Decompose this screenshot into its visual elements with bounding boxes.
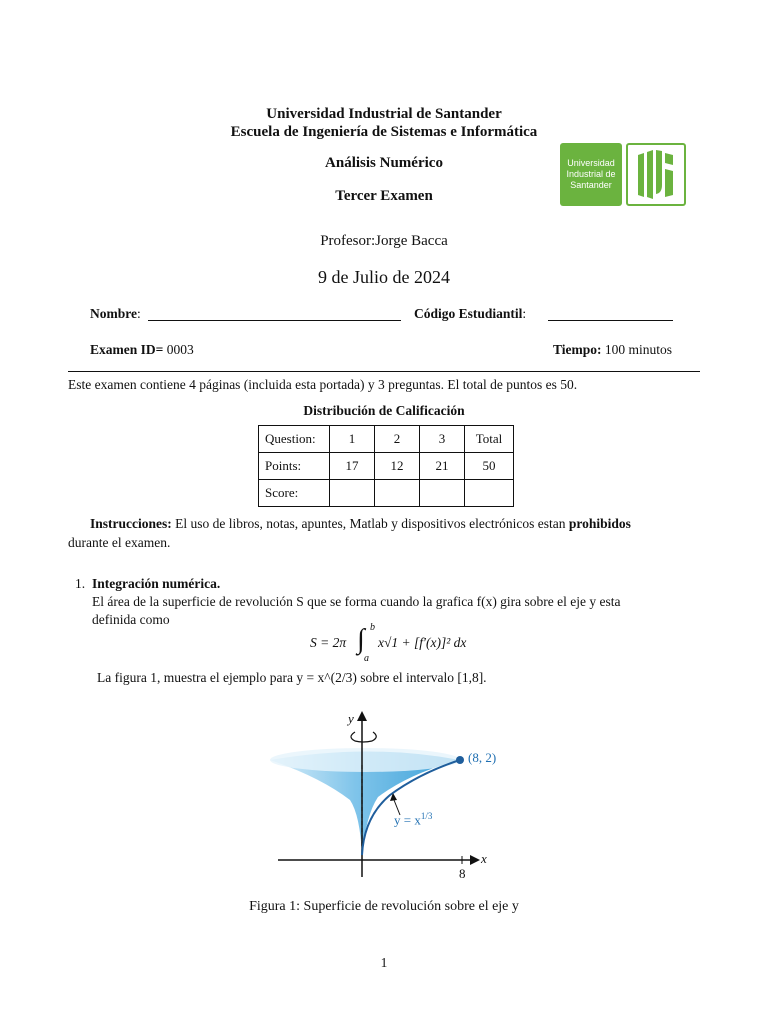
x-axis-arrow xyxy=(470,855,480,865)
university-title: Universidad Industrial de Santander xyxy=(266,106,502,122)
point-marker xyxy=(456,756,464,764)
table-cell: 21 xyxy=(420,453,465,480)
formula-body: x√1 + [f′(x)]² dx xyxy=(378,635,467,650)
rotation-arrow-icon xyxy=(351,732,376,742)
table-cell: Question: xyxy=(259,426,330,453)
curve-label xyxy=(394,811,432,828)
figure-surface xyxy=(260,705,510,885)
exam-id-value: 0003 xyxy=(166,342,194,357)
code-label: Código Estudiantil: xyxy=(414,306,527,321)
instructions-strong: prohibidos xyxy=(568,516,631,531)
axis-x-label: x xyxy=(481,851,487,866)
curve-label-text: y = x xyxy=(394,812,421,828)
integral-sign: ∫ xyxy=(357,624,365,655)
table-row xyxy=(259,480,514,507)
question-number: 1. xyxy=(75,576,86,591)
tick-label-8: 8 xyxy=(459,866,466,881)
question-title: Integración numérica. xyxy=(92,576,221,591)
table-cell: 17 xyxy=(330,453,375,480)
surface-top xyxy=(270,748,460,772)
exam-time xyxy=(553,342,672,358)
instructions-text-end: durante el examen. xyxy=(68,535,171,550)
question-text-line2: definida como xyxy=(92,612,170,627)
formula-lower: a xyxy=(364,653,369,664)
uis-emblem-icon xyxy=(628,145,684,204)
university-logo xyxy=(560,143,622,206)
axis-y-label: y xyxy=(348,711,354,726)
table-cell: Total xyxy=(465,426,514,453)
time-value: 100 minutos xyxy=(604,342,672,357)
grades-title: Distribución de Calificación xyxy=(303,403,465,418)
question-example: La figura 1, muestra el ejemplo para y = x^(2/3) sobre el intervalo [1,8]. xyxy=(97,670,487,685)
exam-id xyxy=(90,342,194,358)
curve-label-exp: 1/3 xyxy=(420,811,433,821)
exam-id-label: Examen ID= xyxy=(90,342,164,357)
page-number: 1 xyxy=(380,955,388,970)
point-label: (8, 2) xyxy=(468,750,497,765)
uis-emblem xyxy=(626,143,686,206)
exam-title: Tercer Examen xyxy=(335,188,433,204)
logo-text-line2: Industrial de xyxy=(566,169,616,179)
score-cell-1[interactable] xyxy=(330,480,375,507)
name-label: Nombre: xyxy=(90,306,141,321)
exam-date: 9 de Julio de 2024 xyxy=(318,267,450,287)
figure-caption: Figura 1: Superficie de revolución sobre el eje y xyxy=(249,899,519,914)
code-field[interactable] xyxy=(548,320,673,321)
table-cell: 12 xyxy=(375,453,420,480)
name-field[interactable] xyxy=(148,320,401,321)
table-cell: 2 xyxy=(375,426,420,453)
professor-line: Profesor:Jorge Bacca xyxy=(320,233,448,249)
instructions-text: El uso de libros, notas, apuntes, Matlab y dispositivos electrónicos estan xyxy=(175,516,566,531)
score-cell-total[interactable] xyxy=(465,480,514,507)
table-cell: Points: xyxy=(259,453,330,480)
score-cell-3[interactable] xyxy=(420,480,465,507)
table-cell: 50 xyxy=(465,453,514,480)
table-row xyxy=(259,453,514,480)
school-title: Escuela de Ingeniería de Sistemas e Informática xyxy=(230,124,538,140)
score-cell-2[interactable] xyxy=(375,480,420,507)
instructions xyxy=(68,514,708,552)
divider xyxy=(68,371,700,372)
time-label: Tiempo: xyxy=(552,342,602,357)
question-text-line1: El área de la superficie de revolución S que se forma cuando la grafica f(x) gira sobre el eje y esta xyxy=(92,594,621,609)
formula-lhs: S = 2π xyxy=(310,635,347,650)
table-cell: 3 xyxy=(420,426,465,453)
logo-text-line3: Santander xyxy=(570,180,612,190)
table-cell: 1 xyxy=(330,426,375,453)
instructions-label: Instrucciones: xyxy=(90,516,172,531)
logo-text-line1: Universidad xyxy=(567,158,615,168)
code-colon: : xyxy=(522,306,527,321)
course-title: Análisis Numérico xyxy=(325,155,443,171)
table-row xyxy=(259,426,514,453)
exam-intro: Este examen contiene 4 páginas (incluida esta portada) y 3 preguntas. El total de puntos es 50. xyxy=(68,377,578,392)
y-axis-arrow xyxy=(357,711,367,721)
name-colon: : xyxy=(137,306,141,321)
grades-table xyxy=(258,425,514,507)
formula-upper: b xyxy=(370,622,375,633)
table-cell: Score: xyxy=(259,480,330,507)
